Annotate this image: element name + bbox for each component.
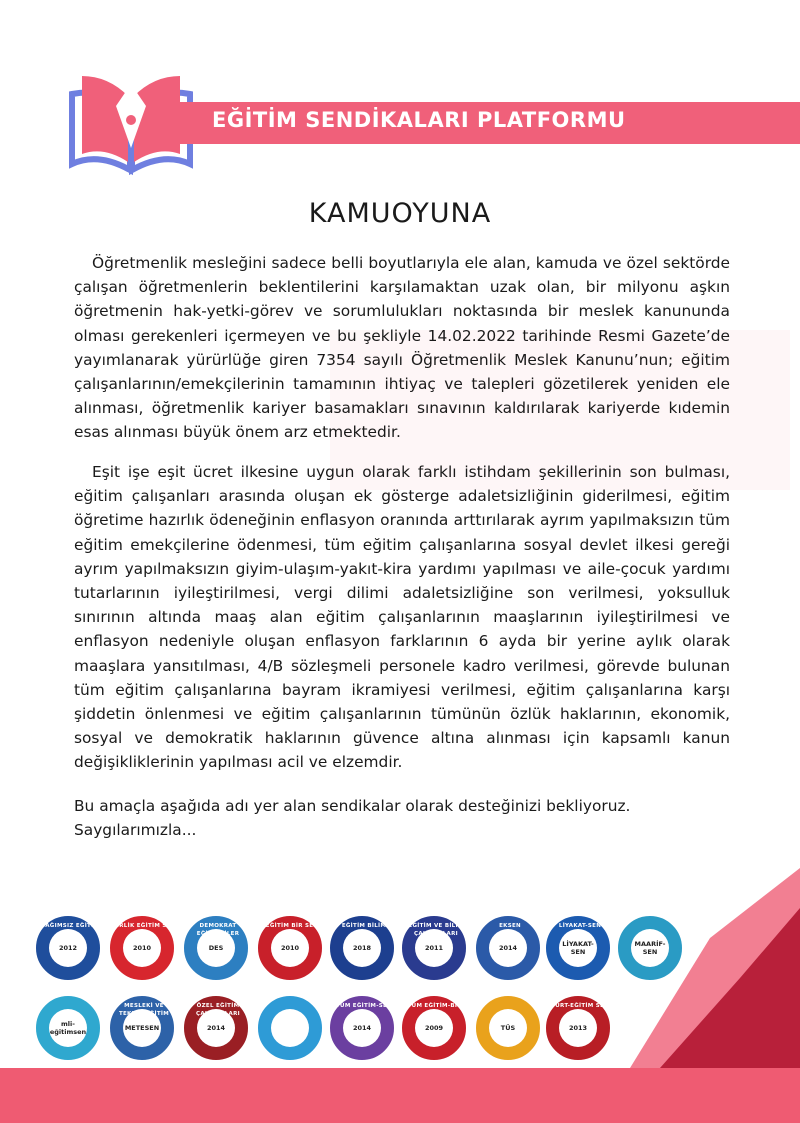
yurt-egitim-sen-logo xyxy=(546,996,610,1060)
paragraph-1 xyxy=(74,251,730,445)
union-logo-ring-text: TÜM EĞİTİM-SEN xyxy=(336,1003,392,1009)
footer-bar xyxy=(0,1068,800,1123)
union-logo-ring-text: EKSEN xyxy=(499,923,521,929)
union-logo-center-text: 2010 xyxy=(271,929,309,967)
union-logo-ring-text: MESLEKİ VE TEKNİK EĞİTİM xyxy=(118,1003,170,1017)
closing-line xyxy=(74,794,730,818)
bagimsiz-egitim-sen-logo xyxy=(36,916,100,980)
closing-line-text: Bu amaçla aşağıda adı yer alan sendikalar olarak desteğinizi bekliyoruz. xyxy=(74,797,631,815)
union-logo-center-text: 2009 xyxy=(415,1009,453,1047)
maarif-sen-logo xyxy=(618,916,682,980)
egitim-bilim-calisanlari-logo xyxy=(330,916,394,980)
tus-logo xyxy=(476,996,540,1060)
paragraph-2 xyxy=(74,460,730,775)
union-logo-center-text: 2014 xyxy=(343,1009,381,1047)
liyakat-sen-logo xyxy=(546,916,610,980)
union-logo-center-text: mli-eğitimsen xyxy=(49,1009,87,1047)
eksen-logo xyxy=(476,916,540,980)
union-logo-center-text: 2014 xyxy=(197,1009,235,1047)
union-logo-center-text: METESEN xyxy=(123,1009,161,1047)
egitim-bir-sen-logo xyxy=(258,916,322,980)
birlik-egitim-sen-logo xyxy=(110,916,174,980)
metesen-logo xyxy=(110,996,174,1060)
union-logo-center-text: 2012 xyxy=(49,929,87,967)
gear-union-logo xyxy=(258,996,322,1060)
egitim-ve-bilim-calisanlari-hak-sendikasi-logo xyxy=(402,916,466,980)
paragraph-1-text: Öğretmenlik mesleğini sadece belli boyutlarıyla ele alan, kamuda ve özel sektörde çalışan öğretmenlerin beklentilerini karşılamaktan uzak olan, bir milyonu aşkın öğretmenin hak-yetki-görev ve sorumlulukları noktasında bir meslek kanununda olması gerekenleri içermeyen ve bu şekliyle 14.02.2022 tarihinde Resmi Gazete’de yayımlanarak yürürlüğe giren 7354 sayılı Öğretmenlik Meslek Kanunu’nun; eğitim çalışanlarının/emekçilerinin tamamının ihtiyaç ve talepleri gözetilerek yeniden ele alınması, öğretmenlik kariyer basamakları sınavının kaldırılarak kariyerde kıdemin esas alınması büyük önem arz etmektedir. xyxy=(74,254,730,442)
union-logo-center-text: 2011 xyxy=(415,929,453,967)
union-logo-ring-text: DEMOKRAT EĞİTİMCİLER xyxy=(196,923,240,937)
union-logo-ring-text: YURT-EĞİTİM SEN xyxy=(551,1003,609,1009)
union-logo-ring-text: BİRLİK EĞİTİM SEN xyxy=(112,923,176,929)
sign-off xyxy=(74,818,730,842)
union-logo-ring-text: TÜM EĞİTİM-BİR-SEN xyxy=(407,1003,465,1017)
union-logo-center-text: DES xyxy=(197,929,235,967)
ozel-egitim-calisanlari-logo xyxy=(184,996,248,1060)
union-logo-ring-text: BAĞIMSIZ EĞİTİM SEN xyxy=(40,923,100,937)
union-logo-center-text: LİYAKAT-SEN xyxy=(559,929,597,967)
union-logo-center-text: MAARİF-SEN xyxy=(631,929,669,967)
mili-egitimsen-logo xyxy=(36,996,100,1060)
union-logo-center-text: TÜS xyxy=(489,1009,527,1047)
union-logo-center-text: 2013 xyxy=(559,1009,597,1047)
union-logo-center-text xyxy=(271,1009,309,1047)
tum-egitim-bir-sen-logo xyxy=(402,996,466,1060)
sign-off-text: Saygılarımızla... xyxy=(74,821,197,839)
des-logo xyxy=(184,916,248,980)
union-logo-center-text: 2010 xyxy=(123,929,161,967)
tum-egitim-sen-logo xyxy=(330,996,394,1060)
union-logo-ring-text: EĞİTİM VE BİLİM ÇALIŞANLARI xyxy=(408,923,464,937)
union-logo-ring-text: EĞİTİM BİR SEN xyxy=(265,923,319,929)
union-logos-row xyxy=(30,916,690,1066)
union-logo-ring-text: LİYAKAT-SEN xyxy=(558,923,602,929)
union-logo-ring-text: EĞİTİM BİLİM xyxy=(341,923,387,929)
platform-title: EĞİTİM SENDİKALARI PLATFORMU xyxy=(212,108,626,132)
document-heading: KAMUOYUNA xyxy=(308,198,492,229)
union-logo-center-text: 2018 xyxy=(343,929,381,967)
union-logo-center-text: 2014 xyxy=(489,929,527,967)
paragraph-2-text: Eşit işe eşit ücret ilkesine uygun olarak farklı istihdam şekillerinin son bulması, eğitim çalışanları arasında oluşan ek gösterge adaletsizliğinin giderilmesi, eğitim öğretime hazırlık ödeneğinin enflasyon oranında arttırılarak ayrım yapılmaksızın tüm eğitim emekçilerine ödenmesi, tüm eğitim çalışanlarına sosyal devlet ilkesi gereği ayrım yapılmaksızın giyim-ulaşım-yakıt-kira yardımı yapılması ve aile-çocuk yardımı tutarlarının iyileştirilmesi, vergi dilimi adaletsizliğine son verilmesi, yoksulluk sınırının altında maaş alan eğitim çalışanlarının maaşlarının iyileştirilmesi ve enflasyon nedeniyle oluşan enflasyon farklarının 6 ayda bir yerine aylık olarak maaşlara yansıtılması, 4/B sözleşmeli personele kadro verilmesi, görevde bulunan tüm eğitim çalışanlarına bayram ikramiyesi verilmesi, eğitim çalışanlarına karşı şiddetin önlenmesi ve eğitim çalışanlarının tümünün özlük haklarının, ekonomik, sosyal ve demokratik haklarının güvence altına alınması için kapsamlı kanun değişikliklerinin yapılması acil ve elzemdir. xyxy=(74,463,730,772)
union-logo-ring-text: ÖZEL EĞİTİM ÇALIŞANLARI xyxy=(195,1003,240,1017)
